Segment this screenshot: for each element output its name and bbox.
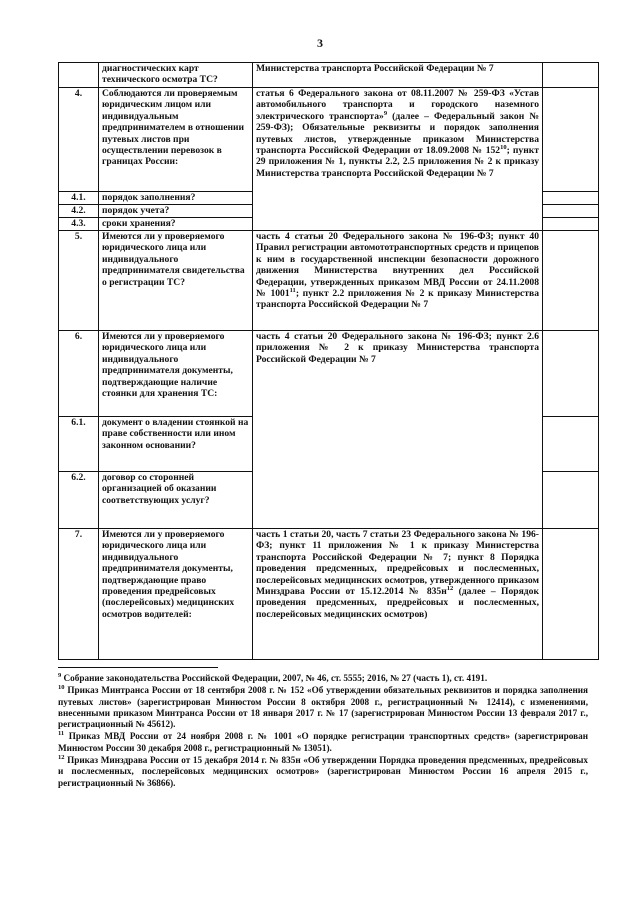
answer-cell [543,331,599,417]
question-cell: Соблюдаются ли проверяемым юридическим лицом или индивидуальным предпринимателем в отношении путевых листов при осуществлении перевозок в границах России: [99,88,253,192]
table-row [59,331,599,417]
footnote: $^{12}$ Приказ Минздрава России от 15 декабря 2014 г. № 835н «Об утверждении Порядка проведения предсменных, предрейсовых и послесменных, послерейсовых медицинских осмотров» (зарегистрирован Минюстом России 16 апреля 2015 г., регистрационный № 36866). [58,754,588,788]
checklist-table [58,62,599,660]
row-number [59,63,99,88]
footnote: $^9$ Собрание законодательства Российской Федерации, 2007, № 46, ст. 5555; 2016, № 27 (часть 1), ст. 4191. [58,671,488,683]
footnotes [58,673,588,790]
question-cell: Имеются ли у проверяемого юридического лица или индивидуального предпринимателя документы, подтверждающие наличие стоянки для хранения ТС: [99,331,253,417]
answer-cell [543,417,599,472]
table-row [59,529,599,660]
question-cell: порядок учета? [99,205,253,218]
answer-cell [543,88,599,192]
footnote-ref: 10 [500,143,507,151]
answer-cell [543,205,599,218]
row-number: 4.2. [59,205,99,218]
legal-basis-cell: часть 1 статьи 20, часть 7 статьи 23 Федерального закона № 196-ФЗ; пункт 11 приложения № 1 к приказу Министерства транспорта Российской Федерации № 7; пункт 8 Порядка проведения предсменных, предрейсовых и послесменных, послерейсовых медицинских осмотров, утвержденного приказом Минздрава России от 15.12.2014 № $835н^{12}$ (далее – Порядок проведения предсменных, предрейсовых и послесменных, послерейсовых медицинских осмотров) [253,529,543,660]
answer-cell [543,472,599,529]
row-number: 6.1. [59,417,99,472]
legal-basis-cell: Министерства транспорта Российской Федерации № 7 [253,63,543,88]
row-number: 5. [59,231,99,331]
table-row [59,88,599,192]
question-cell: диагностических карт технического осмотра ТС? [99,63,253,88]
question-cell: договор со сторонней организацией об оказании соответствующих услуг? [99,472,253,529]
row-number: 4.3. [59,218,99,231]
answer-cell [543,529,599,660]
footnote-ref: 9 [383,109,388,117]
page-number: 3 [317,36,323,50]
question-cell: Имеются ли у проверяемого юридического лица или индивидуального предпринимателя свидетельства о регистрации ТС? [99,231,253,331]
question-cell: сроки хранения? [99,218,253,231]
answer-cell [543,63,599,88]
footnote: $^{11}$ Приказ МВД России от 24 ноября 2008 г. № 1001 «О порядке регистрации транспортных средств» (зарегистрирован Минюстом России 30 декабря 2008 г., регистрационный № 13051). [58,730,588,753]
row-number: 7. [59,529,99,660]
footnote-ref: 12 [446,584,454,592]
legal-basis-cell: статья 6 Федерального закона от 08.11.2007 № 259-ФЗ «Устав автомобильного транспорта и городского наземного электрического транспорта»$^9$ (далее – Федеральный закон № 259-ФЗ); Обязательные реквизиты и порядок заполнения путевых листов, утвержденные приказом Министерства транспорта Российской Федерации от 18.09.2008 № $152^{10}$; пункт 29 приложения № 1, пункты 2.2, 2.5 приложения № 2 к приказу Министерства транспорта Российской Федерации № 7 [253,88,543,231]
answer-cell [543,192,599,205]
row-number: 4. [59,88,99,192]
legal-basis-cell: часть 4 статьи 20 Федерального закона № 196-ФЗ; пункт 2.6 приложения № 2 к приказу Министерства транспорта Российской Федерации № 7 [253,331,543,529]
legal-basis-cell: часть 4 статьи 20 Федерального закона № 196-ФЗ; пункт 40 Правил регистрации автомототранспортных средств и прицепов к ним в государственной инспекции безопасности дорожного движения Министерства внутренних дел Российской Федерации, утвержденных приказом МВД России от 24.11.2008 № 1001$^{11}$; пункт 2.2 приложения № 2 к приказу Министерства транспорта Российской Федерации № 7 [253,231,543,331]
footnote-ref: 11 [289,286,296,294]
footnote: $^{10}$ Приказ Минтранса России от 18 сентября 2008 г. № 152 «Об утверждении обязательных реквизитов и порядка заполнения путевых листов» (зарегистрирован Минюстом России 8 октября 2008 г., регистрационный № 12414), с изменениями, внесенными приказом Минтранса России от 18 января 2017 г. № 17 (зарегистрирован Минюстом России 13 февраля 2017 г., регистрационный № 45612). [58,684,588,730]
footnote-divider [58,667,218,668]
row-number: 4.1. [59,192,99,205]
table-row [59,231,599,331]
question-cell: порядок заполнения? [99,192,253,205]
row-number: 6.2. [59,472,99,529]
question-cell: документ о владении стоянкой на праве собственности или ином законном основании? [99,417,253,472]
table-row [59,63,599,88]
row-number: 6. [59,331,99,417]
answer-cell [543,231,599,331]
answer-cell [543,218,599,231]
question-cell: Имеются ли у проверяемого юридического лица или индивидуального предпринимателя документы, подтверждающие право проведения предрейсовых (послерейсовых) медицинских осмотров водителей: [99,529,253,660]
